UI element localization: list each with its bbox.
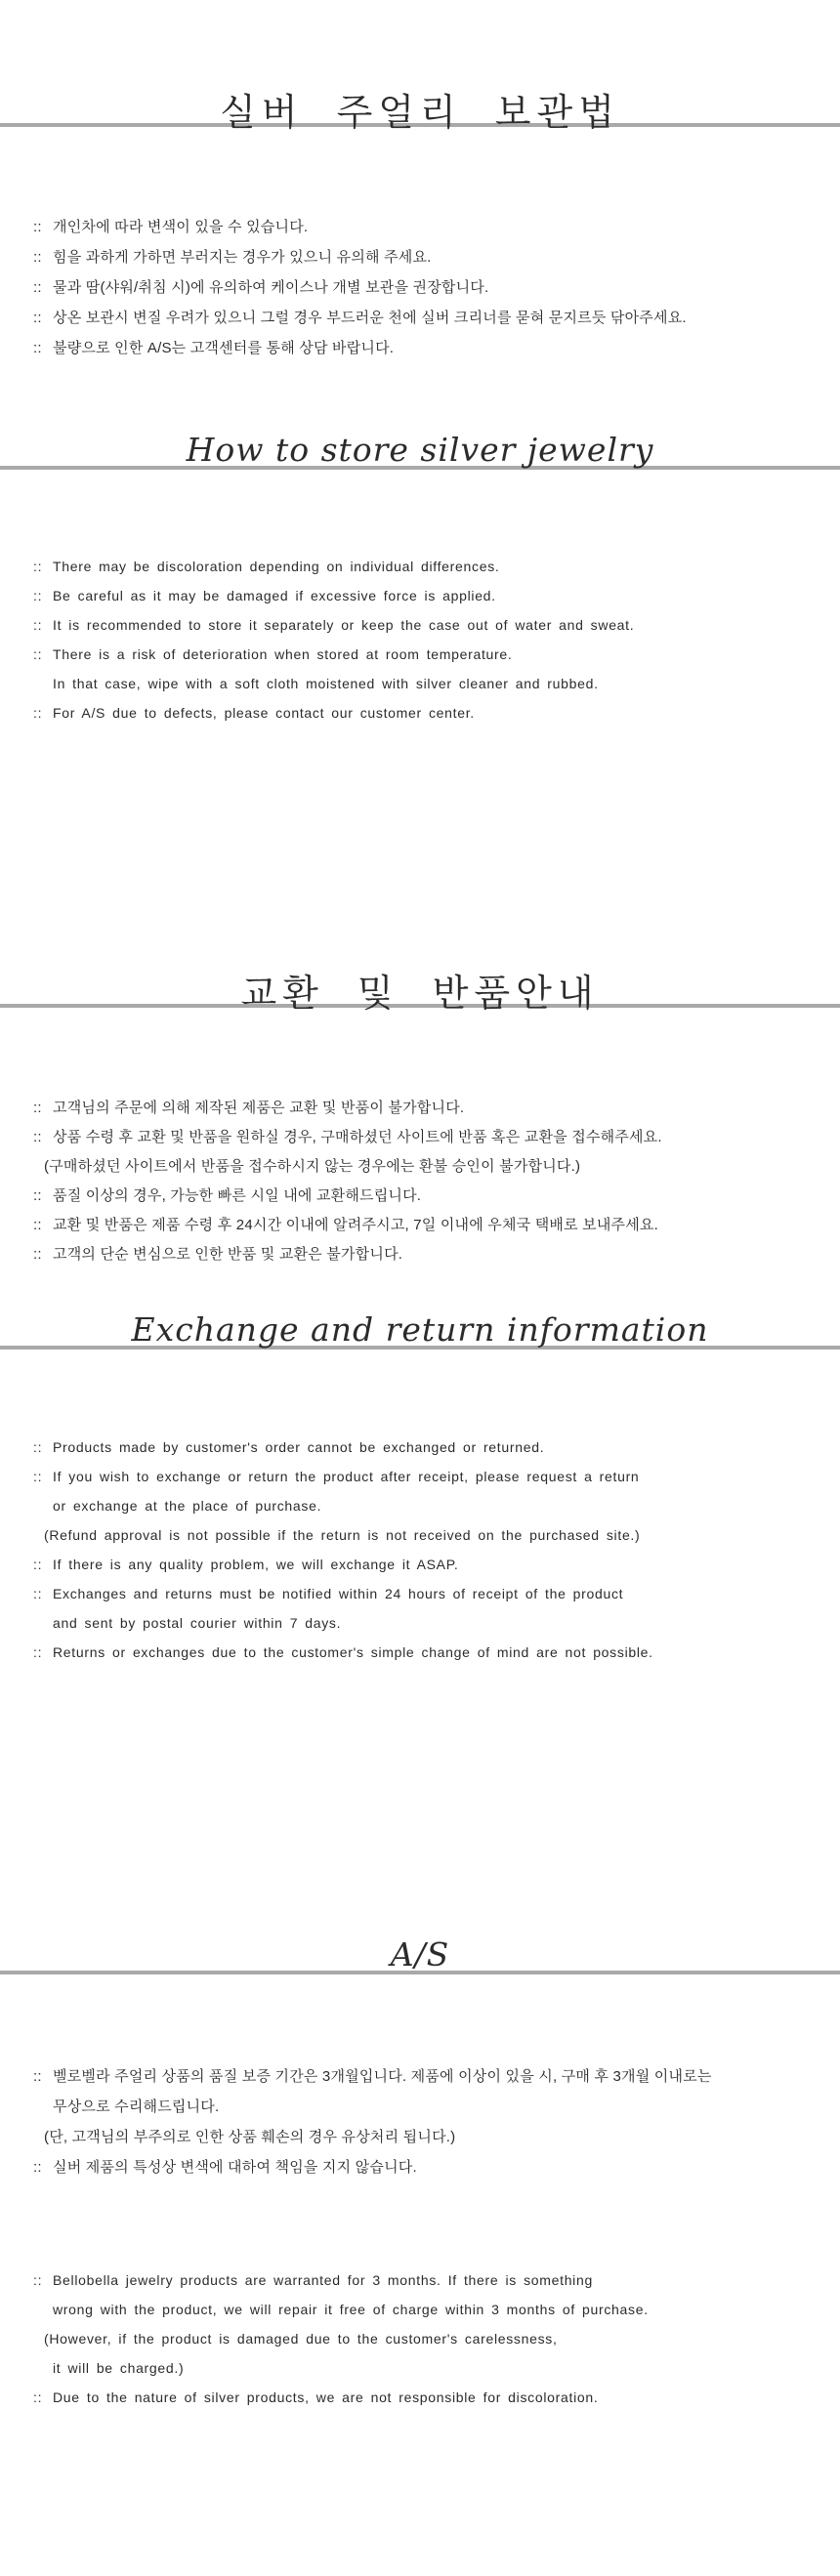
- list-item-continuation: [33, 1152, 830, 1182]
- list-item-text: wrong with the product, we will repair it free of charge within 3 months of purchase.: [53, 2302, 649, 2317]
- list-item-text: 고객의 단순 변심으로 인한 반품 및 교환은 불가합니다.: [53, 1246, 403, 1263]
- list-item: [33, 1182, 830, 1211]
- double-colon-bullet: ::: [33, 2389, 43, 2405]
- list-item-continuation: [33, 2324, 830, 2353]
- list-item-text: 상품 수령 후 교환 및 반품을 원하실 경우, 구매하셨던 사이트에 반품 혹은 교환을 접수해주세요.: [53, 1129, 662, 1145]
- exchange-en-list: [33, 1433, 830, 1667]
- list-item: [33, 1579, 830, 1608]
- list-item-text: 물과 땀(샤워/취침 시)에 유의하여 케이스나 개별 보관을 권장합니다.: [53, 279, 489, 296]
- double-colon-bullet: ::: [33, 1217, 42, 1233]
- section-title-exchange-kr: 교환 및 반품안내: [240, 972, 600, 1015]
- double-colon-bullet: ::: [33, 1100, 42, 1116]
- list-item-text: Returns or exchanges due to the customer's simple change of mind are not possible.: [53, 1644, 653, 1660]
- double-colon-bullet: ::: [33, 1469, 43, 1484]
- double-colon-bullet: ::: [33, 705, 43, 721]
- double-colon-bullet: ::: [33, 310, 42, 326]
- list-item-text: Products made by customer's order cannot be exchanged or returned.: [53, 1439, 545, 1455]
- double-colon-bullet: ::: [33, 1586, 43, 1601]
- double-colon-bullet: ::: [33, 1644, 43, 1660]
- list-item: [33, 1240, 830, 1269]
- list-item-text: 벨로벨라 주얼리 상품의 품질 보증 기간은 3개월입니다. 제품에 이상이 있을 시, 구매 후 3개월 이내로는: [53, 2068, 712, 2085]
- list-item-text: (However, if the product is damaged due to the customer's carelessness,: [44, 2331, 558, 2347]
- list-item: [33, 552, 830, 581]
- list-item: [33, 212, 830, 242]
- double-colon-bullet: ::: [33, 617, 43, 633]
- list-item: [33, 1123, 830, 1152]
- list-item-text: 불량으로 인한 A/S는 고객센터를 통해 상담 바랍니다.: [53, 340, 395, 356]
- list-item: [33, 610, 830, 640]
- list-item: [33, 1094, 830, 1123]
- list-item: [33, 303, 830, 333]
- double-colon-bullet: ::: [33, 1246, 42, 1263]
- double-colon-bullet: ::: [33, 279, 42, 296]
- list-item-text: and sent by postal courier within 7 days.: [53, 1615, 342, 1631]
- list-item: [33, 1462, 830, 1491]
- list-item-continuation: [33, 2353, 830, 2383]
- list-item: [33, 698, 830, 727]
- list-item: [33, 581, 830, 610]
- list-item: [33, 2265, 830, 2295]
- list-item-text: If you wish to exchange or return the product after receipt, please request a return: [53, 1469, 640, 1484]
- list-item: [33, 2383, 830, 2412]
- double-colon-bullet: ::: [33, 219, 42, 235]
- list-item-text: In that case, wipe with a soft cloth moistened with silver cleaner and rubbed.: [53, 676, 599, 691]
- list-item-text: 힘을 과하게 가하면 부러지는 경우가 있으니 유의해 주세요.: [53, 249, 432, 266]
- list-item-text: Be careful as it may be damaged if excessive force is applied.: [53, 588, 496, 603]
- double-colon-bullet: ::: [33, 1557, 43, 1572]
- list-item-text: Due to the nature of silver products, we are not responsible for discoloration.: [53, 2389, 599, 2405]
- section-title-as: A/S: [390, 1935, 450, 1974]
- list-item-text: (단, 고객님의 부주의로 인한 상품 훼손의 경우 유상처리 됩니다.): [44, 2129, 456, 2145]
- list-item-text: For A/S due to defects, please contact our customer center.: [53, 705, 475, 721]
- list-item-text: 고객님의 주문에 의해 제작된 제품은 교환 및 반품이 불가합니다.: [53, 1100, 465, 1116]
- list-item-continuation: [33, 2295, 830, 2324]
- section-title-storage-kr: 실버 주얼리 보관법: [220, 91, 620, 134]
- list-item: [33, 1211, 830, 1240]
- list-item: [33, 272, 830, 303]
- list-item: [33, 1638, 830, 1667]
- storage-kr-list: [33, 212, 830, 363]
- list-item-text: 무상으로 수리해드립니다.: [53, 2098, 220, 2115]
- as-kr-list: [33, 2061, 830, 2182]
- double-colon-bullet: ::: [33, 2272, 43, 2288]
- list-item-text: 교환 및 반품은 제품 수령 후 24시간 이내에 알려주시고, 7일 이내에 우체국 택배로 보내주세요.: [53, 1217, 658, 1233]
- list-item: [33, 1550, 830, 1579]
- list-item: [33, 1433, 830, 1462]
- list-item-continuation: [33, 1608, 830, 1638]
- list-item: [33, 242, 830, 272]
- list-item-text: 개인차에 따라 변색이 있을 수 있습니다.: [53, 219, 309, 235]
- list-item-text: Exchanges and returns must be notified within 24 hours of receipt of the product: [53, 1586, 624, 1601]
- list-item-text: (구매하셨던 사이트에서 반품을 접수하시지 않는 경우에는 환불 승인이 불가합니다.): [44, 1158, 581, 1175]
- list-item-text: 상온 보관시 변질 우려가 있으니 그럴 경우 부드러운 천에 실버 크리너를 묻혀 문지르듯 닦아주세요.: [53, 310, 687, 326]
- list-item: [33, 2152, 830, 2182]
- double-colon-bullet: ::: [33, 1187, 42, 1204]
- list-item-continuation: [33, 2092, 830, 2122]
- section-title-exchange-en: Exchange and return information: [131, 1310, 709, 1349]
- double-colon-bullet: ::: [33, 588, 43, 603]
- list-item: [33, 333, 830, 363]
- list-item-continuation: [33, 1520, 830, 1550]
- list-item-continuation: [33, 2122, 830, 2152]
- double-colon-bullet: ::: [33, 249, 42, 266]
- double-colon-bullet: ::: [33, 2159, 42, 2176]
- list-item: [33, 640, 830, 669]
- double-colon-bullet: ::: [33, 559, 43, 574]
- list-item-text: (Refund approval is not possible if the return is not received on the purchased site.): [44, 1527, 641, 1543]
- list-item-text: it will be charged.): [53, 2360, 185, 2376]
- list-item: [33, 2061, 830, 2092]
- list-item-continuation: [33, 1491, 830, 1520]
- list-item-continuation: [33, 669, 830, 698]
- double-colon-bullet: ::: [33, 1439, 43, 1455]
- as-en-list: [33, 2265, 830, 2412]
- list-item-text: It is recommended to store it separately or keep the case out of water and sweat.: [53, 617, 635, 633]
- double-colon-bullet: ::: [33, 340, 42, 356]
- list-item-text: There may be discoloration depending on individual differences.: [53, 559, 500, 574]
- list-item-text: 품질 이상의 경우, 가능한 빠른 시일 내에 교환해드립니다.: [53, 1187, 422, 1204]
- list-item-text: Bellobella jewelry products are warranted for 3 months. If there is something: [53, 2272, 593, 2288]
- list-item-text: If there is any quality problem, we will exchange it ASAP.: [53, 1557, 459, 1572]
- storage-en-list: [33, 552, 830, 727]
- section-title-storage-en: How to store silver jewelry: [186, 431, 654, 469]
- exchange-kr-list: [33, 1094, 830, 1269]
- double-colon-bullet: ::: [33, 2068, 42, 2085]
- double-colon-bullet: ::: [33, 1129, 42, 1145]
- list-item-text: 실버 제품의 특성상 변색에 대하여 책임을 지지 않습니다.: [53, 2159, 417, 2176]
- list-item-text: There is a risk of deterioration when stored at room temperature.: [53, 646, 513, 662]
- list-item-text: or exchange at the place of purchase.: [53, 1498, 322, 1514]
- double-colon-bullet: ::: [33, 646, 43, 662]
